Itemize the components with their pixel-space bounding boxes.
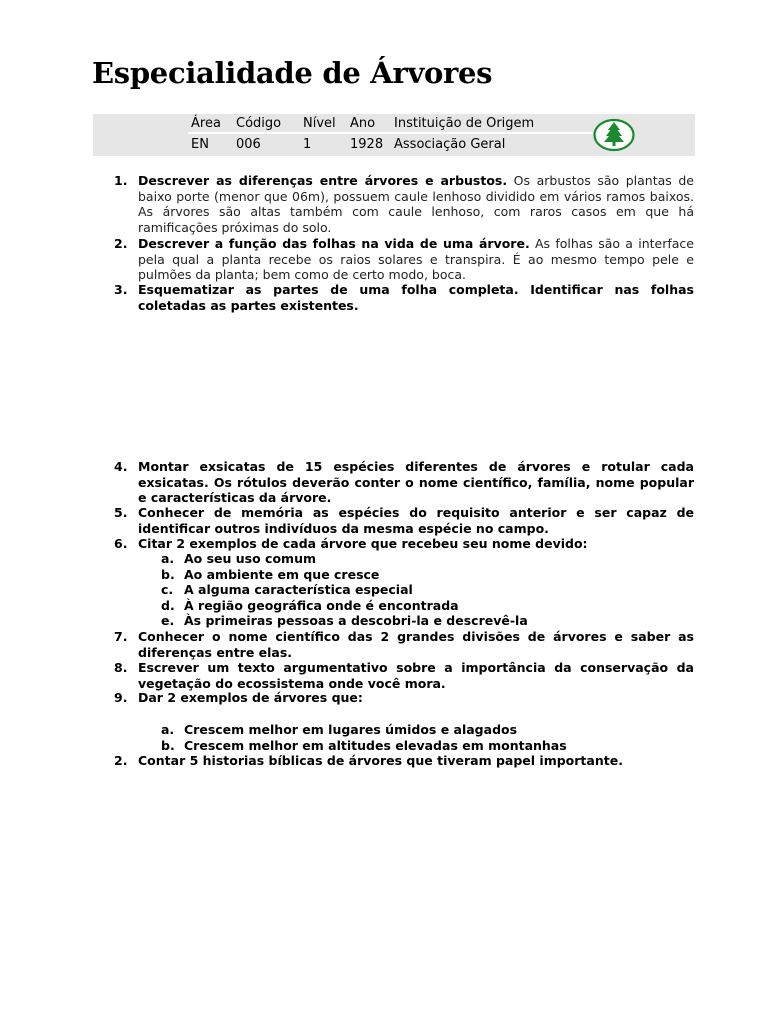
requirement-title: Contar 5 historias bíblicas de árvores que tiveram papel importante. — [138, 753, 623, 768]
requirement-title: Citar 2 exemplos de cada árvore que recebeu seu nome devido: — [138, 536, 588, 551]
info-table — [93, 114, 695, 156]
requirement-text — [138, 173, 694, 235]
value-ano: 1928 — [350, 137, 384, 152]
requirement-number: 1. — [114, 173, 128, 188]
requirement-description: Os arbustos são plantas de baixo porte (menor que 06m), possuem caule lenhoso dividido em vários ramos baixos. As árvores são altas também com caule lenhoso, com raros casos em que há ramificações próximas do solo. — [138, 173, 694, 235]
sub-item-6b — [0, 567, 768, 583]
header-nivel: Nível — [303, 116, 336, 131]
sub-item-text: Ao seu uso comum — [184, 551, 317, 566]
requirement-number: 7. — [114, 629, 128, 644]
requirement-number: 4. — [114, 459, 128, 474]
requirement-text — [138, 753, 694, 769]
pine-tree-icon — [593, 118, 635, 152]
requirement-number: 3. — [114, 282, 128, 297]
sub-item-6a — [0, 551, 768, 567]
requirement-number: 9. — [114, 690, 128, 705]
sub-item-text: Às primeiras pessoas a descobri-la e descrevê-la — [184, 613, 528, 628]
header-codigo: Código — [236, 116, 282, 131]
sub-item-letter: d. — [161, 598, 175, 613]
requirement-title: Escrever um texto argumentativo sobre a importância da conservação da vegetação do ecossistema onde você mora. — [138, 660, 694, 691]
sub-item-6c — [0, 582, 768, 598]
header-ano: Ano — [350, 116, 376, 131]
requirement-text — [138, 505, 694, 536]
requirement-number: 6. — [114, 536, 128, 551]
sub-item-text: Crescem melhor em altitudes elevadas em montanhas — [184, 738, 567, 753]
requirement-title: Esquematizar as partes de uma folha completa. Identificar nas folhas coletadas as partes existentes. — [138, 282, 694, 313]
requirement-title: Montar exsicatas de 15 espécies diferentes de árvores e rotular cada exsicatas. Os rótulos deverão conter o nome científico, família, nome popular e características da árvore. — [138, 459, 694, 505]
requirement-number: 8. — [114, 660, 128, 675]
sub-item-letter: a. — [161, 551, 175, 566]
requirement-text — [138, 629, 694, 660]
sub-item-text: A alguma característica especial — [184, 582, 413, 597]
sub-item-6e — [0, 613, 768, 629]
sub-item-letter: e. — [161, 613, 175, 628]
sub-item-text: Crescem melhor em lugares úmidos e alagados — [184, 722, 518, 737]
sub-item-letter: c. — [161, 582, 174, 597]
value-area: EN — [191, 137, 209, 152]
requirement-text — [138, 690, 694, 706]
header-area: Área — [191, 116, 221, 131]
requirement-description: As folhas são a interface pela qual a planta recebe os raios solares e transpira. É ao mesmo tempo pele e pulmões da planta; bem como de certo modo, boca. — [138, 236, 694, 282]
value-codigo: 006 — [236, 137, 261, 152]
sub-item-letter: a. — [161, 722, 175, 737]
requirement-number: 5. — [114, 505, 128, 520]
requirement-number: 2. — [114, 236, 128, 251]
sub-item-9a — [0, 722, 768, 738]
requirement-title: Descrever as diferenças entre árvores e arbustos. — [138, 173, 508, 188]
sub-item-6d — [0, 598, 768, 614]
requirement-title: Descrever a função das folhas na vida de uma árvore. — [138, 236, 530, 251]
requirement-text — [138, 236, 694, 283]
sub-item-letter: b. — [161, 738, 175, 753]
requirement-number: 2. — [114, 753, 128, 768]
requirement-text — [138, 536, 694, 552]
sub-item-text: À região geográfica onde é encontrada — [184, 598, 459, 613]
requirement-title: Conhecer de memória as espécies do requisito anterior e ser capaz de identificar outros indivíduos da mesma espécie no campo. — [138, 505, 694, 536]
sub-item-9b — [0, 738, 768, 754]
sub-item-text: Ao ambiente em que cresce — [184, 567, 380, 582]
requirement-title: Dar 2 exemplos de árvores que: — [138, 690, 363, 705]
requirement-text — [138, 282, 694, 313]
requirement-text — [138, 660, 694, 691]
sub-item-letter: b. — [161, 567, 175, 582]
requirement-title: Conhecer o nome científico das 2 grandes divisões de árvores e saber as diferenças entre elas. — [138, 629, 694, 660]
value-instituicao: Associação Geral — [394, 137, 506, 152]
value-nivel: 1 — [303, 137, 312, 152]
header-instituicao: Instituição de Origem — [394, 116, 535, 131]
requirement-text — [138, 459, 694, 506]
page-title: Especialidade de Árvores — [92, 56, 493, 90]
